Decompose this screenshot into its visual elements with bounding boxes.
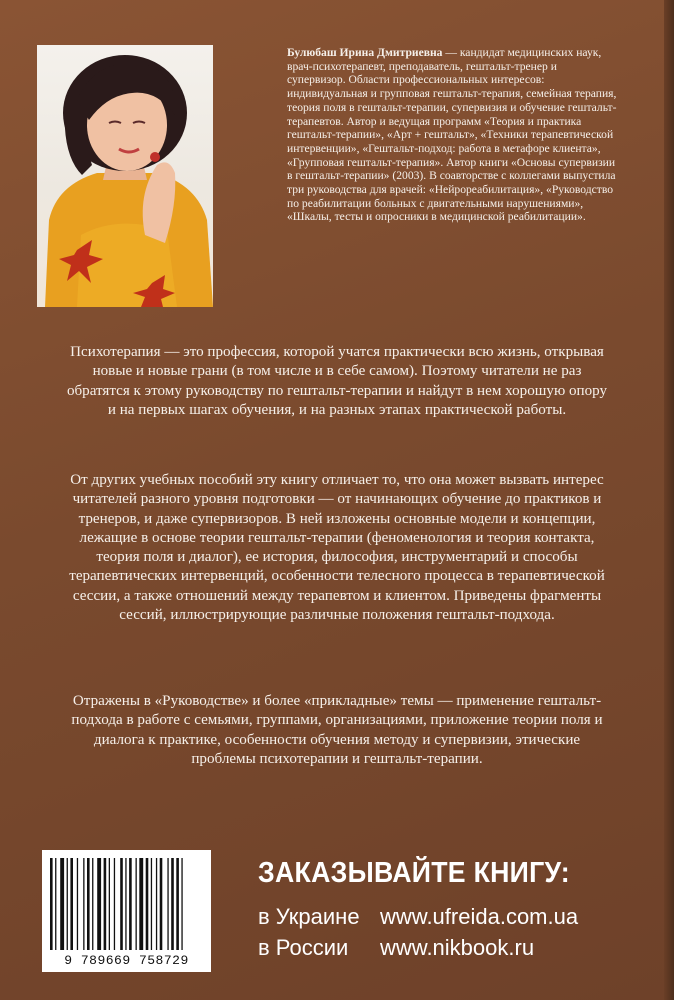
order-ukraine	[258, 904, 578, 930]
barcode-bar	[87, 858, 90, 950]
barcode-bar	[109, 858, 110, 950]
order-ukraine-site[interactable]: www.ufreida.com.ua	[380, 904, 579, 929]
barcode-bar	[50, 858, 53, 950]
order-russia-site[interactable]: www.nikbook.ru	[380, 935, 535, 960]
description-text-2: От других учебных пособий эту книгу отличает то, что она может вызвать интерес читателей разного уровня подготовки — от начинающих обучение до практиков и тренеров, и даже супервизоров. В ней изложены основные модели и концепции, лежащие в основе теории гештальт-терапии (феноменология и теория контакта, теория поля и диалог), ее история, философия, инструментарий и способы терапевтических интервенций, особенности телесного процесса в терапевтической сессии, а также отношений между терапевтом и клиентом. Приведены фрагменты сессий, иллюстрирующие различные положения гештальт-подхода.	[69, 472, 605, 624]
barcode-bar	[160, 858, 163, 950]
order-ukraine-label: в Украине	[258, 904, 360, 929]
barcode-bar	[114, 858, 115, 950]
barcode-bar	[125, 858, 126, 950]
author-name: Булюбаш Ирина Дмитриевна	[287, 46, 443, 59]
barcode-bar	[136, 858, 137, 950]
barcode-bar	[181, 858, 182, 950]
description-paragraph-3	[62, 692, 612, 769]
description-paragraph-2	[62, 471, 612, 625]
description-paragraph-1	[62, 343, 612, 420]
barcode-bar	[70, 858, 73, 950]
description-text-1: Психотерапия — это профессия, которой учатся практически всю жизнь, открывая новые и новые грани (в том числе и в себе самом). Поэтому читатели не раз обратятся к этому руководству по гештальт-терапии и найдут в нем хорошую опору и на первых шагах обучения, и на разных этапах практической работы.	[66, 344, 608, 418]
barcode-bar	[156, 858, 157, 950]
order-russia	[258, 935, 534, 961]
order-title: ЗАКАЗЫВАЙТЕ КНИГУ:	[258, 857, 570, 889]
barcode-bar	[129, 858, 132, 950]
barcode-bar	[139, 858, 143, 950]
barcode-bar	[167, 858, 168, 950]
order-russia-label: в России	[258, 935, 349, 960]
barcode-bar	[97, 858, 101, 950]
barcode-bar	[176, 858, 179, 950]
barcode-bar	[83, 858, 84, 950]
barcode-bar	[104, 858, 107, 950]
author-bio	[287, 46, 617, 224]
cover-edge	[664, 0, 674, 1000]
barcode-bar	[146, 858, 149, 950]
barcode-number: 9 789669 758729	[64, 953, 189, 968]
barcode-bar	[60, 858, 64, 950]
description-text-3: Отражены в «Руководстве» и более «прикладные» темы — применение гештальт-подхода в работе с семьями, группами, организациями, приложение теории поля и диалога к практике, особенности обучения методу и супервизии, этические проблемы психотерапии и гештальт-терапии.	[71, 693, 603, 767]
barcode-bar	[55, 858, 56, 950]
author-photo	[37, 45, 213, 307]
barcode-bar	[120, 858, 123, 950]
barcode-bars	[50, 858, 203, 950]
author-bio-text: — кандидат медицинских наук, врач-психотерапевт, преподаватель, гештальт-тренер и супервизор. Области профессиональных интересов: индивидуальная и групповая гештальт-терапия, семейная терапия, теория поля в гештальт-терапии, супервизия и обучение гештальт-терапевтов. Автор и ведущая программ «Теория и практика гештальт-терапии», «Арт + гештальт», «Техники терапевтической интервенции», «Гештальт-подход: работа в метафоре клиента», «Групповая гештальт-терапия». Автор книги «Основы супервизии в гештальт-терапии» (2003). В соавторстве с коллегами выпустила три руководства для врачей: «Нейрореабилитация», «Руководство по реабилитации больных с двигательными нарушениями», «Шкалы, тесты и опросники в медицинской реабилитации».	[287, 46, 617, 224]
barcode-bar	[151, 858, 152, 950]
barcode-bar	[77, 858, 78, 950]
barcode-bar	[67, 858, 68, 950]
barcode-bar	[171, 858, 174, 950]
barcode-bar	[92, 858, 93, 950]
barcode	[42, 850, 211, 972]
